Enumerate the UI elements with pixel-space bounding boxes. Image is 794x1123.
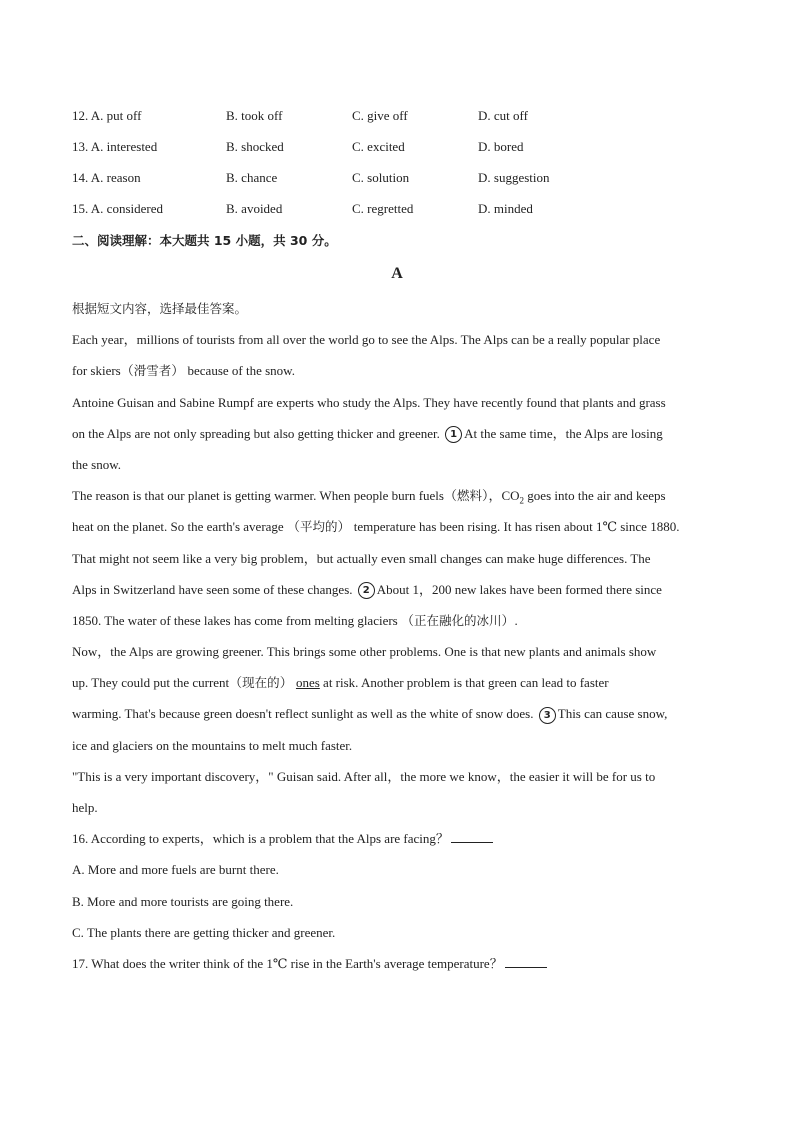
question-16	[72, 823, 722, 854]
circled-number-2-marker: 2	[358, 582, 375, 599]
circled-number-3-marker: 3	[539, 707, 556, 724]
option-14-d: D. suggestion	[478, 169, 550, 185]
option-row-14	[72, 162, 722, 193]
option-13-d: D. bored	[478, 138, 524, 154]
passage-line: Each year，millions of tourists from all over the world go to see the Alps. The Alps can be a really popular place	[72, 332, 661, 348]
passage-line	[72, 480, 722, 511]
text-run: This can cause snow,	[557, 706, 668, 722]
passage	[72, 324, 722, 823]
circled-number-1-marker: 1	[445, 426, 462, 443]
passage-line	[72, 605, 722, 636]
option-12-a: 12. A. put off	[72, 107, 142, 123]
text-run: up. They could put the current（	[72, 675, 243, 691]
option-row-12	[72, 100, 722, 131]
text-run: at risk. Another problem is that green can lead to faster	[319, 675, 609, 691]
option-13-b: B. shocked	[226, 138, 284, 154]
passage-line: ice and glaciers on the mountains to melt much faster.	[72, 737, 353, 753]
chinese-gloss: 正在融化的冰川	[414, 612, 502, 628]
passage-line	[72, 355, 722, 386]
option-15-d: D. minded	[478, 200, 533, 216]
text-run: ），CO	[481, 488, 520, 504]
chinese-gloss: 现在的	[242, 675, 280, 691]
question-16-option-c: C. The plants there are getting thicker and greener.	[72, 924, 336, 940]
option-block	[72, 100, 722, 224]
question-16-option-b: B. More and more tourists are going there.	[72, 893, 294, 909]
passage-line	[72, 418, 722, 449]
option-15-b: B. avoided	[226, 200, 283, 216]
option-12-c: C. give off	[352, 107, 408, 123]
answer-blank[interactable]	[505, 953, 547, 968]
question-17	[72, 948, 722, 979]
passage-line: Now，the Alps are growing greener. This brings some other problems. One is that new plants and animals show	[72, 644, 657, 660]
question-16-option-a: A. More and more fuels are burnt there.	[72, 862, 279, 878]
passage-label: A	[391, 265, 403, 282]
option-13-a: 13. A. interested	[72, 138, 158, 154]
option-12-b: B. took off	[226, 107, 283, 123]
instruction: 根据短文内容，选择最佳答案。	[72, 301, 248, 316]
subscript: 2	[519, 495, 525, 506]
option-row-15	[72, 193, 722, 224]
option-12-d: D. cut off	[478, 107, 528, 123]
text-run: for skiers（	[72, 363, 134, 379]
worksheet-page	[72, 100, 722, 979]
text-run: ） temperature has been rising. It has risen about 1℃ since 1880.	[337, 519, 680, 535]
text-run: goes into the air and keeps	[524, 488, 666, 504]
passage-line: "This is a very important discovery，" Guisan said. After all，the more we know，the easier it will be for us to	[72, 768, 656, 784]
passage-line	[72, 574, 722, 605]
questions	[72, 823, 722, 979]
text-run: on the Alps are not only spreading but also getting thicker and greener.	[72, 425, 440, 441]
option-15-c: C. regretted	[352, 200, 414, 216]
passage-line	[72, 511, 722, 542]
option-14-a: 14. A. reason	[72, 169, 141, 185]
chinese-gloss: 平均的	[299, 519, 338, 535]
passage-line: That might not seem like a very big problem，but actually even small changes can make huge differences. The	[72, 550, 651, 566]
option-13-c: C. excited	[352, 138, 405, 154]
text-run: ）.	[501, 612, 518, 628]
question-text: 16. According to experts，which is a problem that the Alps are facing？	[72, 831, 449, 847]
chinese-gloss: 滑雪者	[133, 363, 172, 379]
text-run: 1850. The water of these lakes has come from melting glaciers （	[72, 612, 414, 628]
option-14-c: C. solution	[352, 169, 410, 185]
passage-line	[72, 667, 722, 698]
text-run: heat on the planet. So the earth's average （	[72, 519, 300, 535]
chinese-gloss: 燃料	[456, 488, 482, 504]
section-title: 二、阅读理解：本大题共 15 小题，共 30 分。	[72, 232, 337, 248]
text-run: ）	[279, 675, 296, 691]
question-text: 17. What does the writer think of the 1℃ rise in the Earth's average temperature？	[72, 955, 503, 971]
passage-line	[72, 698, 722, 729]
text-run: Alps in Switzerland have seen some of these changes.	[72, 581, 353, 597]
passage-line: the snow.	[72, 456, 121, 472]
text-run: The reason is that our planet is getting warmer. When people burn fuels（	[72, 488, 457, 504]
text-run: ） because of the snow.	[171, 363, 295, 379]
passage-line: help.	[72, 800, 98, 815]
text-run: About 1，200 new lakes have been formed there since	[376, 581, 662, 597]
answer-blank[interactable]	[451, 828, 493, 843]
option-15-a: 15. A. considered	[72, 200, 163, 216]
option-14-b: B. chance	[226, 169, 278, 185]
text-run: At the same time，the Alps are losing	[464, 425, 663, 441]
passage-line: Antoine Guisan and Sabine Rumpf are experts who study the Alps. They have recently found that plants and grass	[72, 394, 666, 410]
option-row-13	[72, 131, 722, 162]
text-run: warming. That's because green doesn't reflect sunlight as well as the white of snow does.	[72, 706, 534, 722]
underlined-word: ones	[295, 675, 320, 691]
